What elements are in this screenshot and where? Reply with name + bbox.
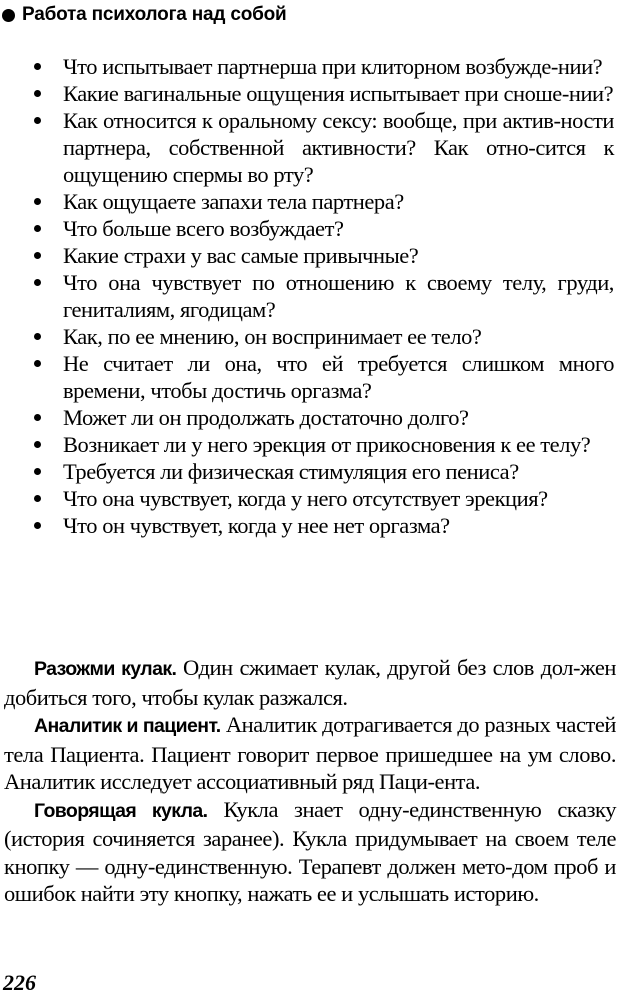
bullet-icon: [34, 360, 41, 367]
running-head-title: Работа психолога над собой: [22, 4, 287, 25]
list-item-text: Что она чувствует, когда у него отсутствует эрекция?: [63, 486, 548, 511]
list-item: [28, 107, 614, 188]
exercise-text: Один сжимает кулак, другой без слов дол-жен добиться того, чтобы кулак разжался.: [4, 655, 616, 710]
page-number: 226: [3, 970, 36, 995]
bullet-icon: [34, 495, 41, 502]
bullet-icon: [34, 252, 41, 259]
list-item: [28, 242, 614, 269]
running-head: [2, 2, 287, 28]
list-item: [28, 80, 614, 107]
exercise-term: Разожми кулак.: [34, 658, 177, 680]
bullet-icon: [34, 225, 41, 232]
bullet-icon: [34, 468, 41, 475]
bullet-icon: [2, 9, 15, 22]
question-list: [28, 53, 614, 539]
exercise-paragraph: [4, 796, 616, 908]
list-item-text: Что она чувствует по отношению к своему телу, груди, гениталиям, ягодицам?: [63, 270, 614, 322]
bullet-icon: [34, 522, 41, 529]
exercise-text: Кукла знает одну-единственную сказку (история сочиняется заранее). Кукла придумывает на своем теле кнопку — одну-единственную. Терапевт должен мето-дом проб и ошибок найти эту кнопку, нажать ее и услышать историю.: [4, 796, 617, 906]
exercise-text: Аналитик дотрагивается до разных частей тела Пациента. Пациент говорит первое пришедшее на ум слово. Аналитик исследует ассоциативный ряд Паци-ента.: [4, 712, 617, 794]
list-item-text: Не считает ли она, что ей требуется слишком много времени, чтобы достичь оргазма?: [63, 351, 614, 403]
exercise-paragraph: [4, 654, 616, 711]
bullet-icon: [34, 90, 41, 97]
list-item: [28, 188, 614, 215]
list-item: [28, 323, 614, 350]
exercise-term: Аналитик и пациент.: [34, 715, 221, 737]
list-item-text: Что испытывает партнерша при клиторном возбужде-нии?: [63, 54, 603, 79]
list-item-text: Что больше всего возбуждает?: [63, 216, 344, 241]
list-item: [28, 512, 614, 539]
bullet-icon: [34, 198, 41, 205]
list-item-text: Может ли он продолжать достаточно долго?: [63, 405, 469, 430]
exercise-paragraph: [4, 711, 616, 796]
bullet-icon: [34, 117, 41, 124]
list-item: [28, 215, 614, 242]
exercise-term: Говорящая кукла.: [34, 799, 208, 822]
bullet-icon: [34, 333, 41, 340]
bullet-icon: [34, 414, 41, 421]
bullet-icon: [34, 63, 41, 70]
list-item: [28, 269, 614, 323]
list-item-text: Какие страхи у вас самые привычные?: [63, 243, 419, 268]
list-item: [28, 53, 614, 80]
list-item: [28, 458, 614, 485]
bullet-icon: [34, 441, 41, 448]
bullet-icon: [34, 279, 41, 286]
list-item-text: Какие вагинальные ощущения испытывает при сноше-нии?: [63, 81, 614, 106]
list-item-text: Возникает ли у него эрекция от прикосновения к ее телу?: [63, 432, 591, 457]
list-item: [28, 350, 614, 404]
list-item-text: Что он чувствует, когда у нее нет оргазма?: [63, 513, 450, 538]
exercise-descriptions: [4, 654, 616, 908]
list-item-text: Требуется ли физическая стимуляция его пениса?: [63, 459, 519, 484]
list-item: [28, 485, 614, 512]
list-item-text: Как, по ее мнению, он воспринимает ее тело?: [63, 324, 482, 349]
list-item: [28, 404, 614, 431]
list-item-text: Как относится к оральному сексу: вообще, при актив-ности партнера, собственной активности? Как отно-сится к ощущению спермы во рту?: [63, 108, 614, 187]
list-item: [28, 431, 614, 458]
list-item-text: Как ощущаете запахи тела партнера?: [63, 189, 404, 214]
